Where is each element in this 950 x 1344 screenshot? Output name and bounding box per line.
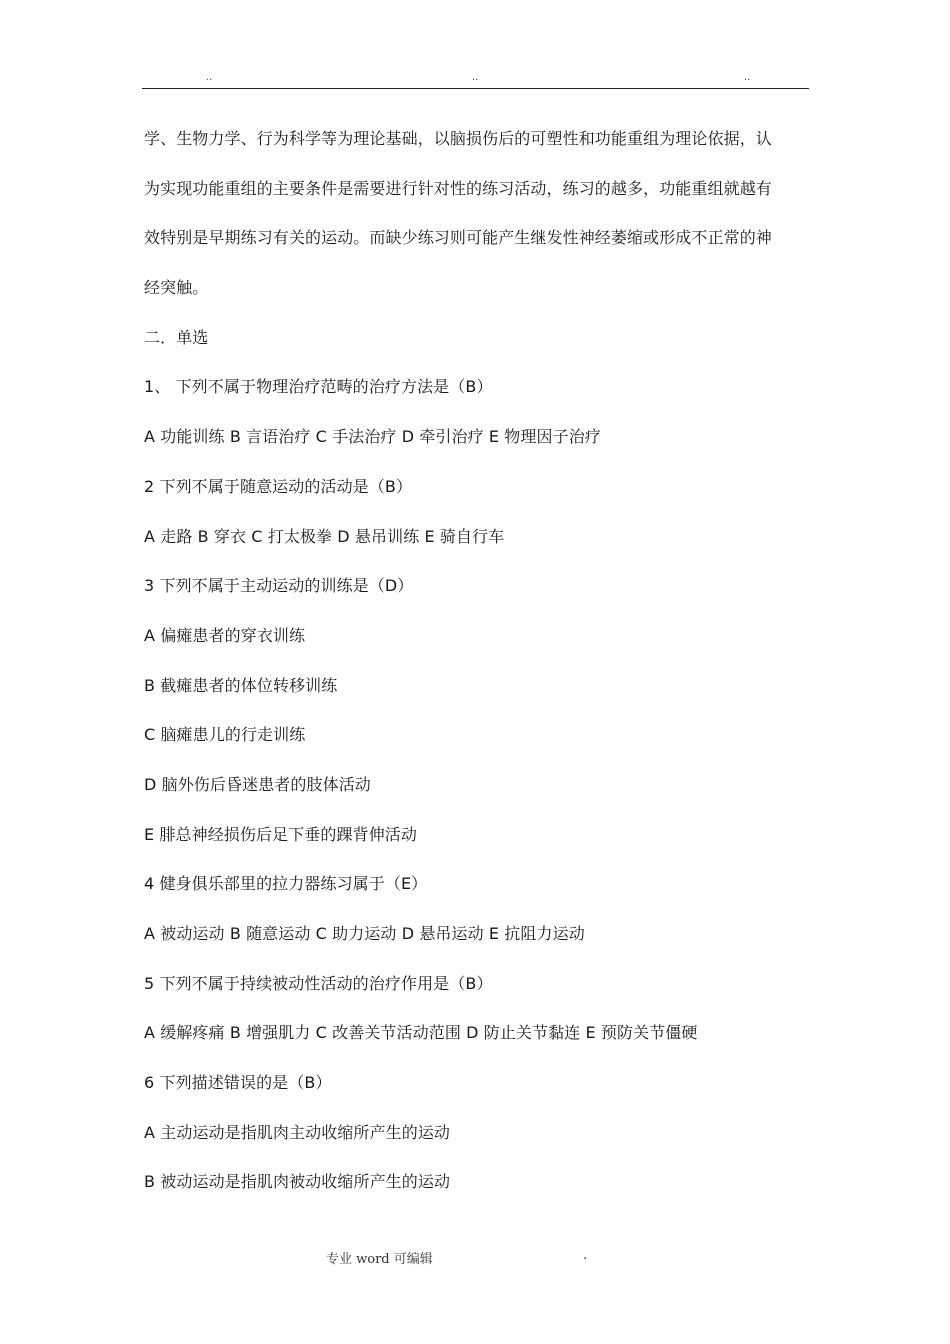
question-6-option-a: A 主动运动是指肌肉主动收缩所产生的运动 bbox=[144, 1122, 451, 1142]
question-6-option-b: B 被动运动是指肌肉被动收缩所产生的运动 bbox=[144, 1172, 451, 1192]
text-line: 学、生物力学、行为科学等为理论基础，以脑损伤后的可塑性和功能重组为理论依据，认 bbox=[144, 129, 772, 148]
question-6: 6 下列描述错误的是（B） bbox=[144, 1073, 332, 1093]
question-3: 3 下列不属于主动运动的训练是（D） bbox=[144, 576, 414, 596]
question-2: 2 下列不属于随意运动的活动是（B） bbox=[144, 476, 413, 496]
question-2-options: A 走路 B 穿衣 C 打太极拳 D 悬吊训练 E 骑自行车 bbox=[144, 526, 505, 546]
question-1: 1、 下列不属于物理治疗范畴的治疗方法是（B） bbox=[144, 377, 493, 397]
page-header bbox=[142, 72, 809, 89]
document-body bbox=[144, 120, 812, 1213]
page-footer bbox=[0, 1248, 950, 1268]
question-5: 5 下列不属于持续被动性活动的治疗作用是（B） bbox=[144, 973, 493, 993]
question-4-options: A 被动运动 B 随意运动 C 助力运动 D 悬吊运动 E 抗阻力运动 bbox=[144, 924, 585, 943]
header-dot-center: .. bbox=[472, 72, 479, 83]
section-heading: 二．单选 bbox=[144, 327, 209, 347]
footer-dot: . bbox=[583, 1248, 588, 1263]
question-1-options: A 功能训练 B 言语治疗 C 手法治疗 D 牵引治疗 E 物理因子治疗 bbox=[144, 427, 601, 447]
header-dot-left: .. bbox=[206, 72, 213, 83]
question-4: 4 健身俱乐部里的拉力器练习属于（E） bbox=[144, 874, 428, 894]
question-3-option-a: A 偏瘫患者的穿衣训练 bbox=[144, 625, 306, 645]
question-5-options: A 缓解疼痛 B 增强肌力 C 改善关节活动范围 D 防止关节黏连 E 预防关节僵硬 bbox=[144, 1023, 698, 1043]
footer-label: 专业 word 可编辑 bbox=[326, 1252, 433, 1267]
question-3-option-e: E 腓总神经损伤后足下垂的踝背伸活动 bbox=[144, 824, 417, 844]
text-line: 效特别是早期练习有关的运动。而缺少练习则可能产生继发性神经萎缩或形成不正常的神 bbox=[144, 228, 772, 248]
question-3-option-c: C 脑瘫患儿的行走训练 bbox=[144, 725, 306, 745]
text-line: 为实现功能重组的主要条件是需要进行针对性的练习活动，练习的越多，功能重组就越有 bbox=[144, 178, 772, 198]
question-3-option-b: B 截瘫患者的体位转移训练 bbox=[144, 675, 338, 695]
header-dot-right: .. bbox=[744, 72, 751, 83]
text-line: 经突触。 bbox=[144, 278, 209, 298]
question-3-option-d: D 脑外伤后昏迷患者的肢体活动 bbox=[144, 774, 371, 794]
